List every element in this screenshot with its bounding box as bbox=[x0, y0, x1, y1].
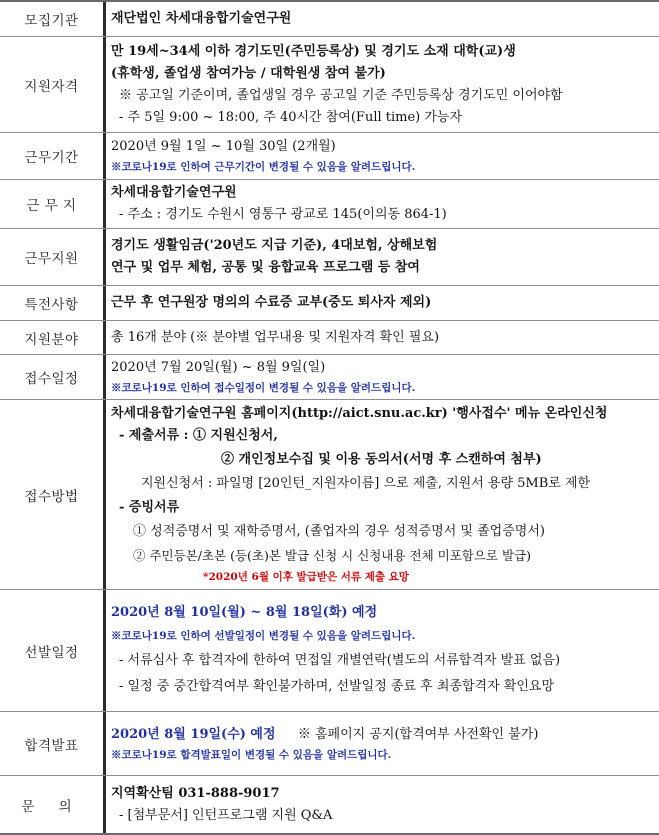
fields-text: 총 16개 분야 (※ 분야별 업무내용 및 지원자격 확인 필요) bbox=[111, 329, 440, 345]
method-proof: - 증빙서류 bbox=[119, 499, 180, 515]
inquiry-contact: 지역확산팀 031-888-9017 bbox=[111, 785, 280, 801]
method-file-rule: 지원신청서 : 파일명 [20인턴_지원자이름] 으로 제출, 지원서 용량 5MB로 제한 bbox=[141, 475, 591, 491]
column-divider bbox=[103, 286, 106, 320]
method-consent: ② 개인정보수집 및 이용 동의서(서명 후 스캔하여 첨부) bbox=[221, 451, 542, 467]
method-online: 차세대융합기술연구원 홈페이지(http://aict.snu.ac.kr) '행사접수' 메뉴 온라인신청 bbox=[111, 405, 608, 421]
selection-line: - 일정 중 중간합격여부 확인불가하며, 선발일정 종료 후 최종합격자 확인요망 bbox=[119, 678, 555, 694]
column-divider bbox=[103, 133, 106, 179]
column-divider bbox=[103, 590, 106, 711]
row-label: 문 의 bbox=[21, 798, 82, 815]
column-divider bbox=[103, 2, 106, 36]
row-label: 지원자격 bbox=[24, 78, 79, 95]
row-selection-schedule bbox=[0, 590, 659, 712]
covid-notice: ※코로나19로 인하여 접수일정이 변경될 수 있음을 알려드립니다. bbox=[111, 382, 416, 394]
row-label: 근무기간 bbox=[24, 150, 79, 166]
covid-notice: ※코로나19로 합격발표일이 변경될 수 있음을 알려드립니다. bbox=[111, 748, 392, 761]
selection-line: - 서류심사 후 합격자에 한하여 면접일 개별연락(별도의 서류합격자 발표 없음) bbox=[119, 652, 561, 668]
column-divider bbox=[103, 37, 106, 132]
method-proof-item: ① 성적증명서 및 재학증명서, (졸업자의 경우 성적증명서 및 졸업증명서) bbox=[133, 523, 545, 539]
row-label: 접수일정 bbox=[24, 371, 79, 387]
row-label: 근 무 지 bbox=[26, 198, 77, 214]
row-label: 모집기관 bbox=[24, 13, 79, 29]
method-warning: *2020년 6월 이후 발급받은 서류 제출 요망 bbox=[203, 570, 409, 583]
row-work-place bbox=[0, 180, 659, 229]
support-line: 연구 및 업무 체험, 공통 및 융합교육 프로그램 등 참여 bbox=[111, 260, 420, 275]
qualify-hours: - 주 5일 9:00 ~ 18:00, 주 40시간 참여(Full time) 가능자 bbox=[119, 109, 463, 125]
benefits-text: 근무 후 연구원장 명의의 수료증 교부(중도 퇴사자 제외) bbox=[111, 295, 432, 310]
work-period-dates: 2020년 9월 1일 ~ 10월 30일 (2개월) bbox=[111, 139, 336, 154]
row-fields bbox=[0, 321, 659, 355]
column-divider bbox=[103, 712, 106, 775]
column-divider bbox=[103, 229, 106, 285]
row-label: 근무지원 bbox=[24, 251, 79, 267]
org-name: 재단법인 차세대융합기술연구원 bbox=[111, 11, 292, 26]
column-divider bbox=[103, 776, 106, 833]
row-work-support bbox=[0, 229, 659, 286]
row-label: 지원분야 bbox=[24, 331, 79, 348]
covid-notice: ※코로나19로 인하여 선발일정이 변경될 수 있음을 알려드립니다. bbox=[111, 629, 416, 642]
row-inquiry bbox=[0, 776, 659, 835]
row-recruiting-org bbox=[0, 0, 659, 37]
qualify-note: ※ 공고일 기준이며, 졸업생일 경우 공고일 기준 주민등록상 경기도민 이어야함 bbox=[119, 87, 563, 103]
support-line: 경기도 생활임금('20년도 지급 기준), 4대보험, 상해보험 bbox=[111, 238, 438, 253]
row-application-method bbox=[0, 400, 659, 590]
row-label: 선발일정 bbox=[24, 644, 79, 661]
method-proof-item: ② 주민등본/초본 (등(초)본 발급 신청 시 신청내용 전체 미포함으로 발급) bbox=[133, 547, 532, 563]
result-info: ※ 홈페이지 공지(합격여부 사전확인 불가) bbox=[297, 726, 539, 742]
row-benefits bbox=[0, 286, 659, 321]
column-divider bbox=[103, 355, 106, 399]
row-label: 특전사항 bbox=[24, 297, 79, 313]
column-divider bbox=[103, 180, 106, 228]
work-place-name: 차세대융합기술연구원 bbox=[111, 185, 237, 200]
qualify-line: (휴학생, 졸업생 참여가능 / 대학원생 참여 불가) bbox=[111, 65, 386, 81]
selection-dates: 2020년 8월 10일(월) ~ 8월 18일(화) 예정 bbox=[111, 604, 378, 620]
qualify-line: 만 19세~34세 이하 경기도민(주민등록상) 및 경기도 소재 대학(교)생 bbox=[111, 43, 516, 59]
column-divider bbox=[103, 321, 106, 354]
row-application-period bbox=[0, 355, 659, 400]
method-documents: - 제출서류 : ① 지원신청서, bbox=[119, 427, 278, 443]
row-qualifications bbox=[0, 37, 659, 133]
covid-notice: ※코로나19로 인하여 근무기간이 변경될 수 있음을 알려드립니다. bbox=[111, 161, 416, 173]
row-label: 합격발표 bbox=[24, 737, 79, 754]
work-place-address: - 주소 : 경기도 수원시 영통구 광교로 145(이의동 864-1) bbox=[119, 207, 447, 222]
result-date: 2020년 8월 19일(수) 예정 bbox=[111, 726, 276, 742]
row-work-period bbox=[0, 133, 659, 180]
row-label: 접수방법 bbox=[24, 488, 79, 505]
application-dates: 2020년 7월 20일(월) ~ 8월 9일(일) bbox=[111, 360, 326, 375]
inquiry-attachment: - [첨부문서] 인턴프로그램 지원 Q&A bbox=[119, 807, 333, 823]
row-result-announcement bbox=[0, 712, 659, 776]
column-divider bbox=[103, 400, 106, 589]
